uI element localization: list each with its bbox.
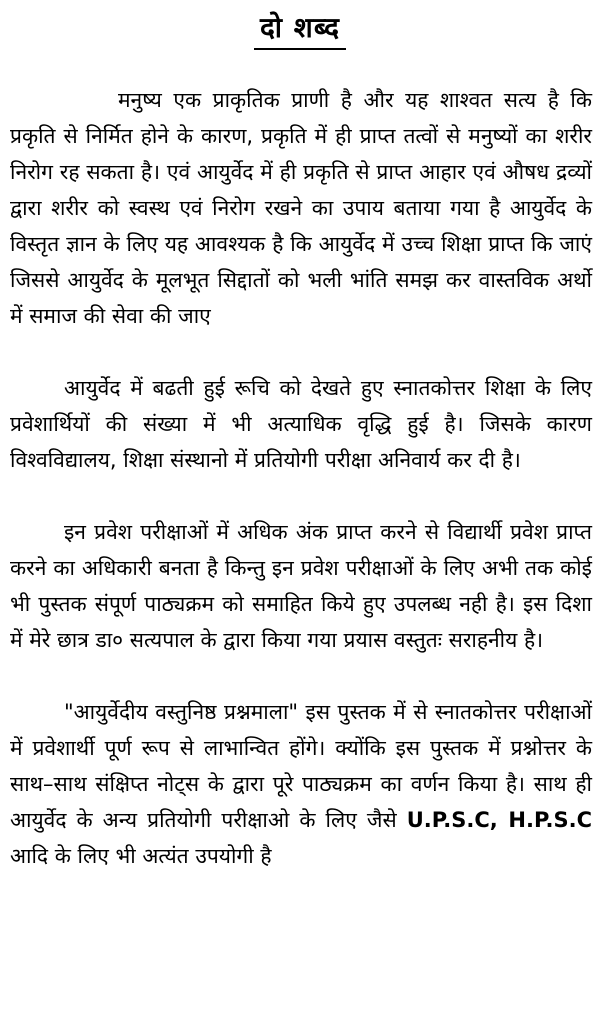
- page-title: दो शब्द: [254, 10, 346, 50]
- paragraph-1: मनुष्य एक प्राकृतिक प्राणी है और यह शाश्वत सत्य है कि प्रकृति से निर्मित होने के कारण, प्रकृति में ही प्राप्त तत्वों से मनुष्यों का शरीर निरोग रह सकता है। एवं आयुर्वेद में ही प्रकृति से प्राप्त आहार एवं औषध द्रव्यों द्वारा शरीर को स्वस्थ एवं निरोग रखने का उपाय बताया गया है आयुर्वेद के विस्तृत ज्ञान के लिए यह आवश्यक है कि आयुर्वेद में उच्च शिक्षा प्राप्त कि जाएं जिससे आयुर्वेद के मूलभूत सिद्दातों को भली भांति समझ कर वास्तविक अर्थो में समाज की सेवा की जाए: [10, 88, 592, 328]
- paragraph-4: [10, 694, 592, 874]
- paragraph-3: इन प्रवेश परीक्षाओं में अधिक अंक प्राप्त करने से विद्यार्थी प्रवेश प्राप्त करने का अधिकारी बनता है किन्तु इन प्रवेश परीक्षाओं के लिए अभी तक कोई भी पुस्तक संपूर्ण पाठ्यक्रम को समाहित किये हुए उपलब्ध नही है। इस दिशा में मेरे छात्र डा० सत्यपाल के द्वारा किया गया प्रयास वस्तुतः सराहनीय है।: [10, 520, 593, 652]
- paragraph-gap: [10, 478, 592, 514]
- preface-body: [10, 82, 592, 874]
- paragraph-2: आयुर्वेद में बढती हुई रूचि को देखते हुए स्नातकोत्तर शिक्षा के लिए प्रवेशार्थियों की संख्या में भी अत्याधिक वृद्धि हुई है। जिसके कारण विश्वविद्यालय, शिक्षा संस्थानो में प्रतियोगी परीक्षा अनिवार्य कर दी है।: [10, 376, 592, 472]
- paragraph-gap: [10, 334, 592, 370]
- exam-names-bold: U.P.S.C, H.P.S.C: [406, 808, 592, 832]
- paragraph-gap: [10, 658, 592, 694]
- paragraph-4-text-start: "आयुर्वेदीय वस्तुनिष्ठ प्रश्नमाला" इस पुस्तक में से स्नातकोत्तर परीक्षाओं में प्रवेशार्थी पूर्ण रूप से लाभान्वित होंगे। क्योंकि इस पुस्तक में प्रश्नोत्तर के साथ–साथ संक्षिप्त नोट्स के द्वारा पूरे पाठ्यक्रम का वर्णन किया है। साथ ही आयुर्वेद के अन्य प्रतियोगी परीक्षाओ के लिए जैसे: [10, 700, 592, 832]
- title-container: [0, 10, 600, 50]
- paragraph-4-text-end: आदि के लिए भी अत्यंत उपयोगी है: [10, 844, 272, 868]
